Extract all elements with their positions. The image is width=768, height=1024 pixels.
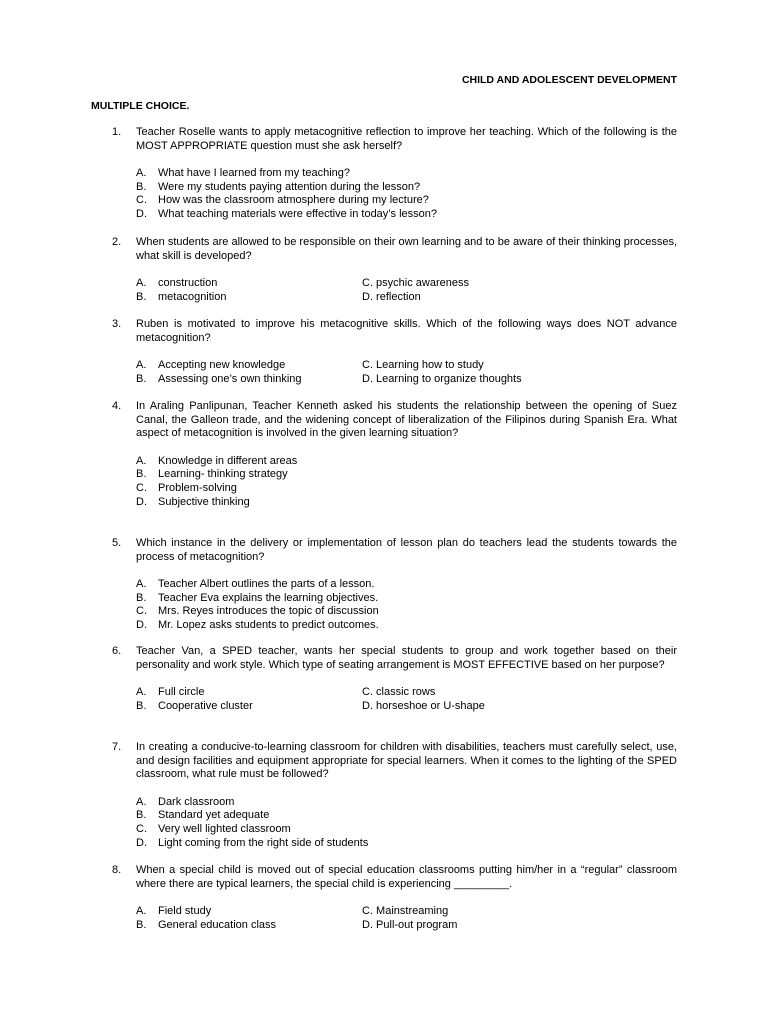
option-c[interactable]: C. psychic awareness [362,277,469,290]
option-c[interactable]: C. How was the classroom atmosphere during my lecture? [136,194,429,207]
option-b-letter: B. [136,372,147,385]
option-a[interactable]: Accepting new knowledge [158,359,286,372]
option-d[interactable]: D. What teaching materials were effective in today’s lesson? [136,208,438,221]
question-number: 2. [112,236,122,248]
option-a-letter: A. [136,686,147,699]
option-a-letter: A. [136,905,147,918]
question-7 [112,741,677,851]
option-grid [136,686,677,713]
option-list [136,796,677,851]
question-number: 5. [112,537,122,549]
question-text: Teacher Roselle wants to apply metacognitive reflection to improve her teaching. Which of the following is the MOST APPROPRIATE question must she ask herself? [136,126,677,152]
option-row [136,373,677,387]
question-6 [112,645,677,713]
option-a[interactable]: Field study [158,905,212,918]
option-row [136,277,677,291]
question-number: 4. [112,400,122,412]
option-row [136,359,677,373]
option-grid [136,905,677,932]
option-c[interactable]: C. classic rows [362,686,436,699]
option-c[interactable]: C. Problem-solving [136,482,237,495]
question-text: Which instance in the delivery or implementation of lesson plan do teachers lead the students towards the process of metacognition? [136,537,677,563]
option-b[interactable]: Cooperative cluster [158,699,253,712]
option-row [136,905,677,919]
question-2 [112,236,677,304]
option-a[interactable]: A. Dark classroom [136,795,235,808]
option-a-letter: A. [136,277,147,290]
option-row [136,291,677,305]
option-list [136,167,677,222]
option-row [136,919,677,933]
option-b[interactable]: metacognition [158,290,227,303]
option-b[interactable]: Assessing one’s own thinking [158,372,302,385]
option-b[interactable]: B. Standard yet adequate [136,809,270,822]
option-b[interactable]: B. Were my students paying attention during the lesson? [136,180,421,193]
option-c[interactable]: C. Very well lighted classroom [136,823,291,836]
option-d[interactable]: D. reflection [362,290,421,303]
question-3 [112,318,677,386]
option-row [136,700,677,714]
question-1 [112,126,677,222]
option-b[interactable]: B. Learning- thinking strategy [136,468,288,481]
option-c[interactable]: C. Mrs. Reyes introduces the topic of discussion [136,605,379,618]
question-number: 7. [112,741,122,753]
option-b-letter: B. [136,290,147,303]
option-a-letter: A. [136,359,147,372]
question-number: 3. [112,318,122,330]
option-b-letter: B. [136,699,147,712]
option-grid [136,277,677,304]
option-list [136,455,677,510]
option-d[interactable]: D. Learning to organize thoughts [362,372,522,385]
option-a[interactable]: A. What have I learned from my teaching? [136,167,350,180]
section-heading: MULTIPLE CHOICE. [91,100,190,112]
option-b[interactable]: B. Teacher Eva explains the learning objectives. [136,591,379,604]
option-b-letter: B. [136,918,147,931]
option-a[interactable]: construction [158,277,218,290]
option-list [136,578,677,633]
option-d[interactable]: D. Subjective thinking [136,495,250,508]
question-text: When students are allowed to be responsible on their own learning and to be aware of their thinking processes, what skill is developed? [136,236,677,262]
question-text: Ruben is motivated to improve his metacognitive skills. Which of the following ways does NOT advance metacognition? [136,318,677,344]
option-b[interactable]: General education class [158,918,277,931]
question-text: In Araling Panlipunan, Teacher Kenneth asked his students the relationship between the opening of Suez Canal, the Galleon trade, and the widening concept of liberalization of the Filipinos during Spanish Era. What aspect of metacognition is involved in the given learning situation? [136,400,677,440]
question-4 [112,400,677,510]
option-a[interactable]: A. Teacher Albert outlines the parts of a lesson. [136,578,375,591]
option-grid [136,359,677,386]
option-row [136,686,677,700]
option-c[interactable]: C. Mainstreaming [362,905,449,918]
option-a[interactable]: A. Knowledge in different areas [136,454,298,467]
option-d[interactable]: D. Light coming from the right side of students [136,836,369,849]
option-d[interactable]: D. horseshoe or U-shape [362,699,485,712]
question-text: Teacher Van, a SPED teacher, wants her special students to group and work together based on their personality and work style. Which type of seating arrangement is MOST EFFECTIVE based on her purpose? [136,645,677,671]
option-c[interactable]: C. Learning how to study [362,359,484,372]
question-number: 6. [112,645,122,657]
question-number: 1. [112,126,122,138]
document-title: CHILD AND ADOLESCENT DEVELOPMENT [461,74,677,86]
question-number: 8. [112,864,122,876]
question-text: When a special child is moved out of special education classrooms putting him/her in a “regular” classroom where there are typical learners, the special child is experiencing _________. [136,864,677,890]
option-a[interactable]: Full circle [158,686,205,699]
question-text: In creating a conducive-to-learning classroom for children with disabilities, teachers must carefully select, use, and design facilities and equipment appropriate for special learners. When it comes to the lighting of the SPED classroom, what rule must be followed? [136,741,677,781]
question-8 [112,864,677,932]
option-d[interactable]: D. Mr. Lopez asks students to predict outcomes. [136,619,379,632]
question-5 [112,537,677,633]
option-d[interactable]: D. Pull-out program [362,918,458,931]
